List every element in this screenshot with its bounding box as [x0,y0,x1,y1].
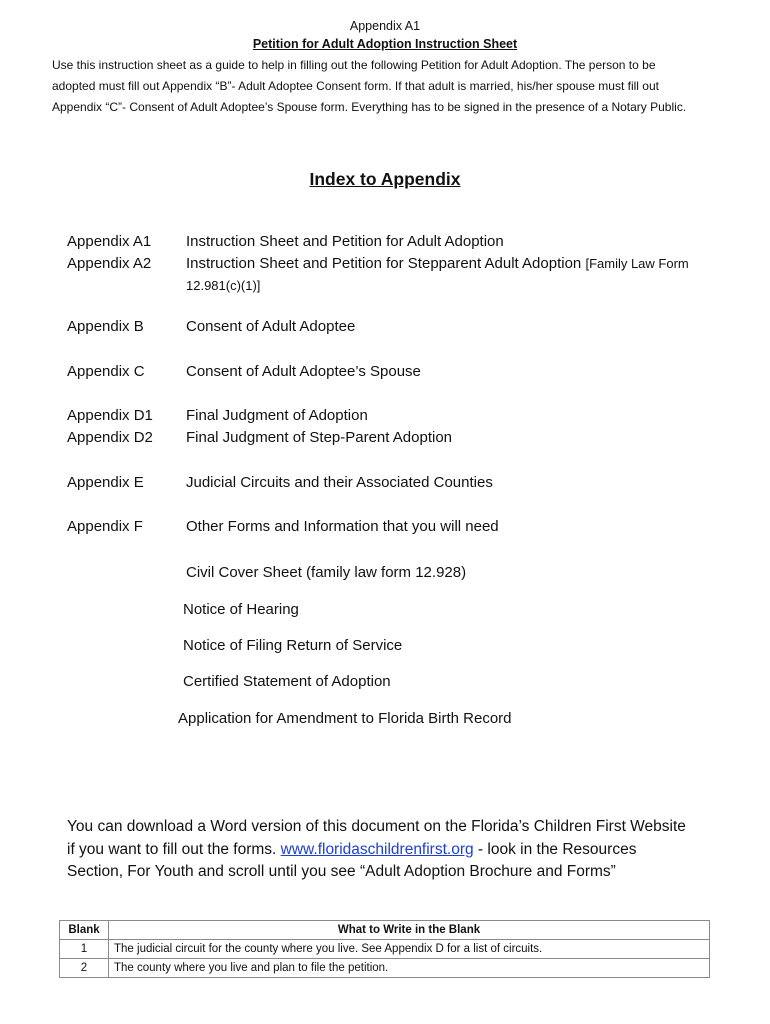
blank-number: 1 [60,940,109,959]
other-form-item: Civil Cover Sheet (family law form 12.928) [186,564,467,581]
index-entry-code: Appendix D1 [67,407,153,424]
other-form-item: Certified Statement of Adoption [183,673,391,690]
document-title: Petition for Adult Adoption Instruction Sheet [252,37,518,51]
blank-number: 2 [60,959,109,978]
blank-instructions-table [59,920,710,978]
index-entry-desc: Consent of Adult Adoptee [186,318,356,335]
download-paragraph [67,816,687,884]
table-header-row [60,921,710,940]
index-heading: Index to Appendix [309,169,461,189]
other-form-item: Notice of Filing Return of Service [183,637,403,654]
index-entry-desc: Instruction Sheet and Petition for Adult Adoption [186,233,504,250]
index-entry-code: Appendix A1 [67,233,152,250]
index-entry-desc: Judicial Circuits and their Associated Counties [186,474,493,491]
index-entry-desc: Final Judgment of Adoption [186,407,368,424]
index-entry-code: Appendix C [67,363,145,380]
index-entry-desc-wrap [186,253,716,297]
intro-paragraph [52,55,732,118]
blank-instruction: The county where you live and plan to file the petition. [109,959,710,978]
website-link[interactable]: www.floridaschildrenfirst.org [280,840,474,858]
table-row [60,940,710,959]
index-entry-desc: Consent of Adult Adoptee’s Spouse [186,363,421,380]
column-header-what-to-write: What to Write in the Blank [109,921,710,940]
intro-line: Appendix “C”- Consent of Adult Adoptee’s Spouse form. Everything has to be signed in the presence of a Notary Public. [52,100,687,114]
download-text-after: - look in the Resources Section, For Youth and scroll until you see “Adult Adoption Brochure and Forms” [67,840,637,880]
download-text-before: You can download a Word version of this document on the Florida’s Children First Website if you want to fill out the forms. [67,818,686,858]
index-entry-desc: Instruction Sheet and Petition for Stepparent Adult Adoption [186,255,582,272]
column-header-blank: Blank [60,921,109,940]
index-entry-note: [Family Law Form 12.981(c)(1)] [186,256,689,293]
appendix-label: Appendix A1 [349,19,421,33]
table-row [60,959,710,978]
index-entry-code: Appendix E [67,474,144,491]
other-form-item: Application for Amendment to Florida Birth Record [178,710,512,727]
index-entry-code: Appendix D2 [67,429,153,446]
index-entry-desc: Final Judgment of Step-Parent Adoption [186,429,453,446]
index-entry-code: Appendix F [67,518,143,535]
intro-line: adopted must fill out Appendix “B”- Adult Adoptee Consent form. If that adult is married, his/her spouse must fill out [52,79,659,93]
blank-instruction: The judicial circuit for the county where you live. See Appendix D for a list of circuits. [109,940,710,959]
index-entry-code: Appendix A2 [67,255,152,272]
index-entry-desc: Other Forms and Information that you will need [186,518,499,535]
intro-line: Use this instruction sheet as a guide to help in filling out the following Petition for Adult Adoption. The person to be [52,58,656,72]
index-entry-code: Appendix B [67,318,144,335]
other-form-item: Notice of Hearing [183,601,299,618]
